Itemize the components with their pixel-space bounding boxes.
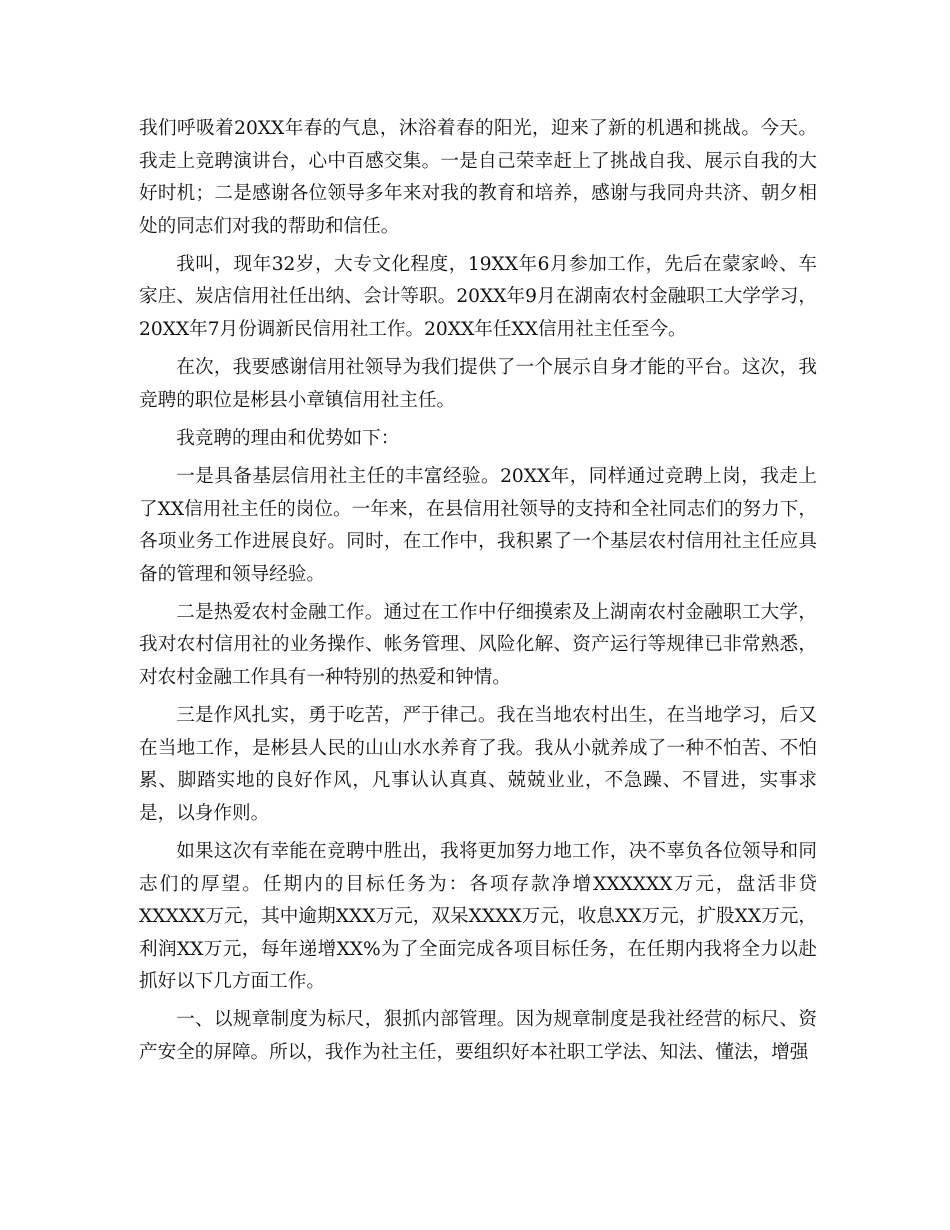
paragraph-position: 在次，我要感谢信用社领导为我们提供了一个展示自身才能的平台。这次，我竞聘的职位是彬县小章镇信用社主任。 (139, 357, 817, 411)
document-body (139, 113, 817, 1075)
paragraph-self-introduction: 我叫，现年32岁，大专文化程度，19XX年6月参加工作，先后在蒙家岭、车家庄、炭店信用社任出纳、会计等职。20XX年9月在湖南农村金融职工大学学习，20XX年7月份调新民信用社工作。20XX年任XX信用社主任至今。 (139, 253, 817, 341)
paragraph-reasons-heading: 我竞聘的理由和优势如下： (176, 427, 400, 449)
paragraph-goals: 如果这次有幸能在竞聘中胜出，我将更加努力地工作，决不辜负各位领导和同志们的厚望。任期内的目标任务为：各项存款净增XXXXXX万元，盘活非贷XXXXX万元，其中逾期XXX万元，双呆XXXX万元，收息XX万元，扩股XX万元，利润XX万元，每年递增XX%为了全面完成各项目标任务，在任期内我将全力以赴抓好以下几方面工作。 (139, 840, 817, 993)
paragraph-reason-one: 一是具备基层信用社主任的丰富经验。20XX年，同样通过竞聘上岗，我走上了XX信用社主任的岗位。一年来，在县信用社领导的支持和全社同志们的努力下，各项业务工作进展良好。同时，在工作中，我积累了一个基层农村信用社主任应具备的管理和领导经验。 (139, 465, 817, 585)
paragraph-reason-two: 二是热爱农村金融工作。通过在工作中仔细摸索及上湖南农村金融职工大学，我对农村信用社的业务操作、帐务管理、风险化解、资产运行等规律已非常熟悉，对农村金融工作具有一种特别的热爱和钟情。 (139, 601, 817, 688)
paragraph-reason-three: 三是作风扎实，勇于吃苦，严于律己。我在当地农村出生，在当地学习，后又在当地工作，是彬县人民的山山水水养育了我。我从小就养成了一种不怕苦、不怕累、脚踏实地的良好作风，凡事认认真真、兢兢业业，不急躁、不冒进，实事求是，以身作则。 (139, 705, 817, 824)
paragraph-opening: 我们呼吸着20XX年春的气息，沐浴着春的阳光，迎来了新的机遇和挑战。今天。我走上竞聘演讲台，心中百感交集。一是自己荣幸赶上了挑战自我、展示自我的大好时机；二是感谢各位领导多年来对我的教育和培养，感谢与我同舟共济、朝夕相处的同志们对我的帮助和信任。 (139, 118, 817, 237)
paragraph-plan-one: 一、以规章制度为标尺，狠抓内部管理。因为规章制度是我社经营的标尺、资产安全的屏障。所以，我作为社主任，要组织好本社职工学法、知法、懂法，增强 (139, 1009, 817, 1064)
